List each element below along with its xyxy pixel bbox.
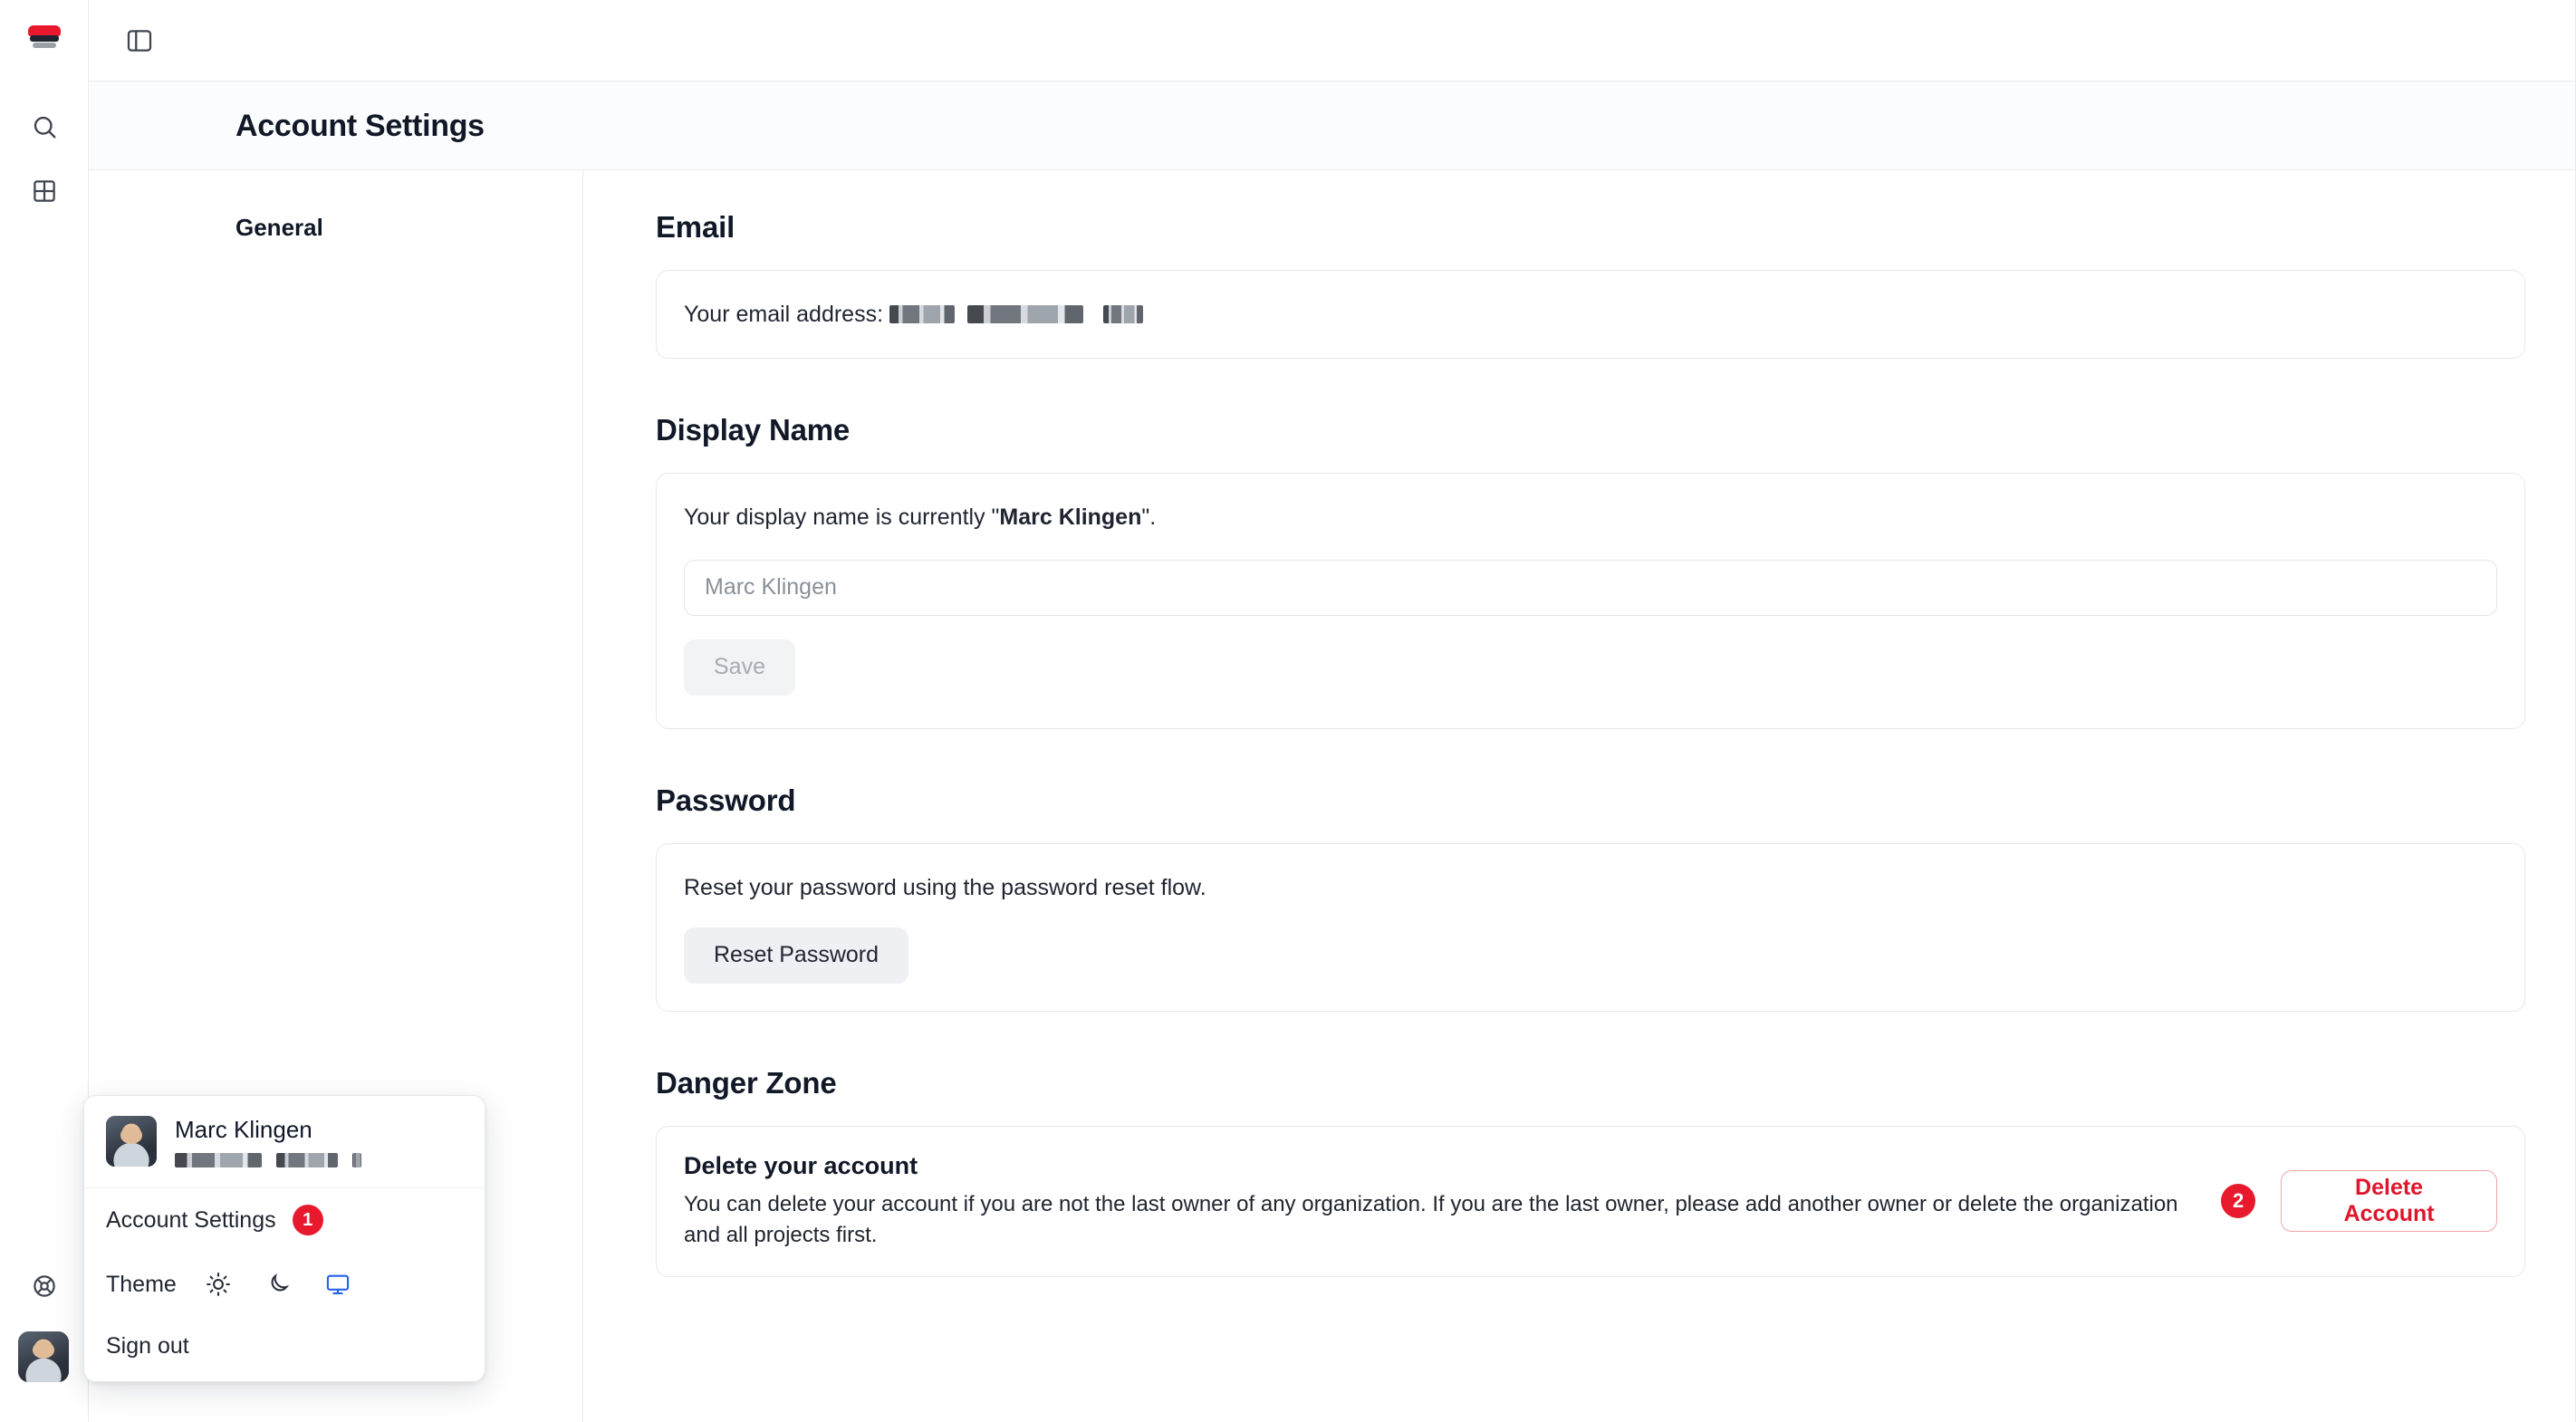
delete-account-button[interactable]: Delete Account bbox=[2281, 1170, 2497, 1232]
popover-sign-out-label: Sign out bbox=[106, 1333, 189, 1359]
avatar[interactable] bbox=[18, 1331, 69, 1382]
page-title: Account Settings bbox=[235, 108, 485, 143]
grid-icon[interactable] bbox=[22, 168, 67, 214]
user-menu-popover bbox=[83, 1095, 485, 1382]
display-name-card bbox=[656, 473, 2525, 728]
section-title-danger-zone: Danger Zone bbox=[656, 1065, 837, 1100]
popover-theme-row bbox=[84, 1252, 485, 1317]
logo-mark-icon bbox=[28, 25, 61, 49]
top-bar bbox=[89, 0, 2576, 82]
section-title-password: Password bbox=[656, 783, 796, 817]
password-description: Reset your password using the password reset flow. bbox=[684, 874, 1206, 900]
display-name-current bbox=[684, 501, 2497, 533]
email-redacted-3 bbox=[1103, 305, 1143, 323]
avatar-image bbox=[18, 1331, 69, 1382]
moon-icon[interactable] bbox=[260, 1266, 296, 1302]
section-title-email: Email bbox=[656, 210, 735, 244]
delete-account-text bbox=[684, 1152, 2196, 1251]
delete-account-description: You can delete your account if you are not the last owner of any organization. If you are the last owner, please add another owner or delete the organization and all projects first. bbox=[684, 1191, 2178, 1247]
delete-account-card bbox=[656, 1126, 2525, 1277]
display-name-prefix: Your display name is currently " bbox=[684, 504, 1000, 531]
display-name-suffix: ". bbox=[1141, 504, 1157, 531]
sidebar-toggle-icon[interactable] bbox=[116, 17, 163, 64]
step-badge-1: 1 bbox=[293, 1205, 323, 1235]
langfuse-logo[interactable] bbox=[22, 20, 67, 54]
email-redacted-1 bbox=[889, 305, 955, 323]
subnav-item-general[interactable]: General bbox=[235, 214, 323, 241]
step-badge-2: 2 bbox=[2221, 1184, 2255, 1218]
email-card bbox=[656, 270, 2525, 359]
popover-user-name: Marc Klingen bbox=[175, 1115, 312, 1143]
email-row bbox=[684, 298, 2497, 331]
search-icon[interactable] bbox=[22, 104, 67, 149]
popover-user-row bbox=[84, 1096, 485, 1188]
popover-account-settings-label: Account Settings bbox=[106, 1206, 276, 1233]
popover-avatar-image bbox=[106, 1116, 157, 1167]
display-name-value: Marc Klingen bbox=[999, 504, 1142, 531]
page-header bbox=[89, 82, 2576, 170]
save-button[interactable]: Save bbox=[684, 639, 795, 696]
password-card bbox=[656, 843, 2525, 1012]
popover-avatar bbox=[106, 1116, 157, 1167]
popover-item-sign-out[interactable] bbox=[84, 1317, 485, 1381]
popover-item-account-settings[interactable] bbox=[84, 1188, 485, 1252]
icon-rail bbox=[0, 0, 89, 1422]
monitor-icon[interactable] bbox=[320, 1266, 356, 1302]
help-circle-icon[interactable] bbox=[22, 1263, 67, 1309]
popover-theme-label: Theme bbox=[106, 1271, 177, 1297]
email-redacted-2 bbox=[967, 305, 1083, 323]
section-title-display-name: Display Name bbox=[656, 413, 851, 447]
display-name-input[interactable] bbox=[684, 560, 2497, 616]
delete-account-title: Delete your account bbox=[684, 1151, 918, 1179]
popover-user-email-redacted bbox=[175, 1153, 361, 1167]
reset-password-button[interactable]: Reset Password bbox=[684, 927, 908, 984]
settings-content bbox=[583, 170, 2576, 1422]
email-label: Your email address: bbox=[684, 302, 884, 327]
sun-icon[interactable] bbox=[200, 1266, 236, 1302]
